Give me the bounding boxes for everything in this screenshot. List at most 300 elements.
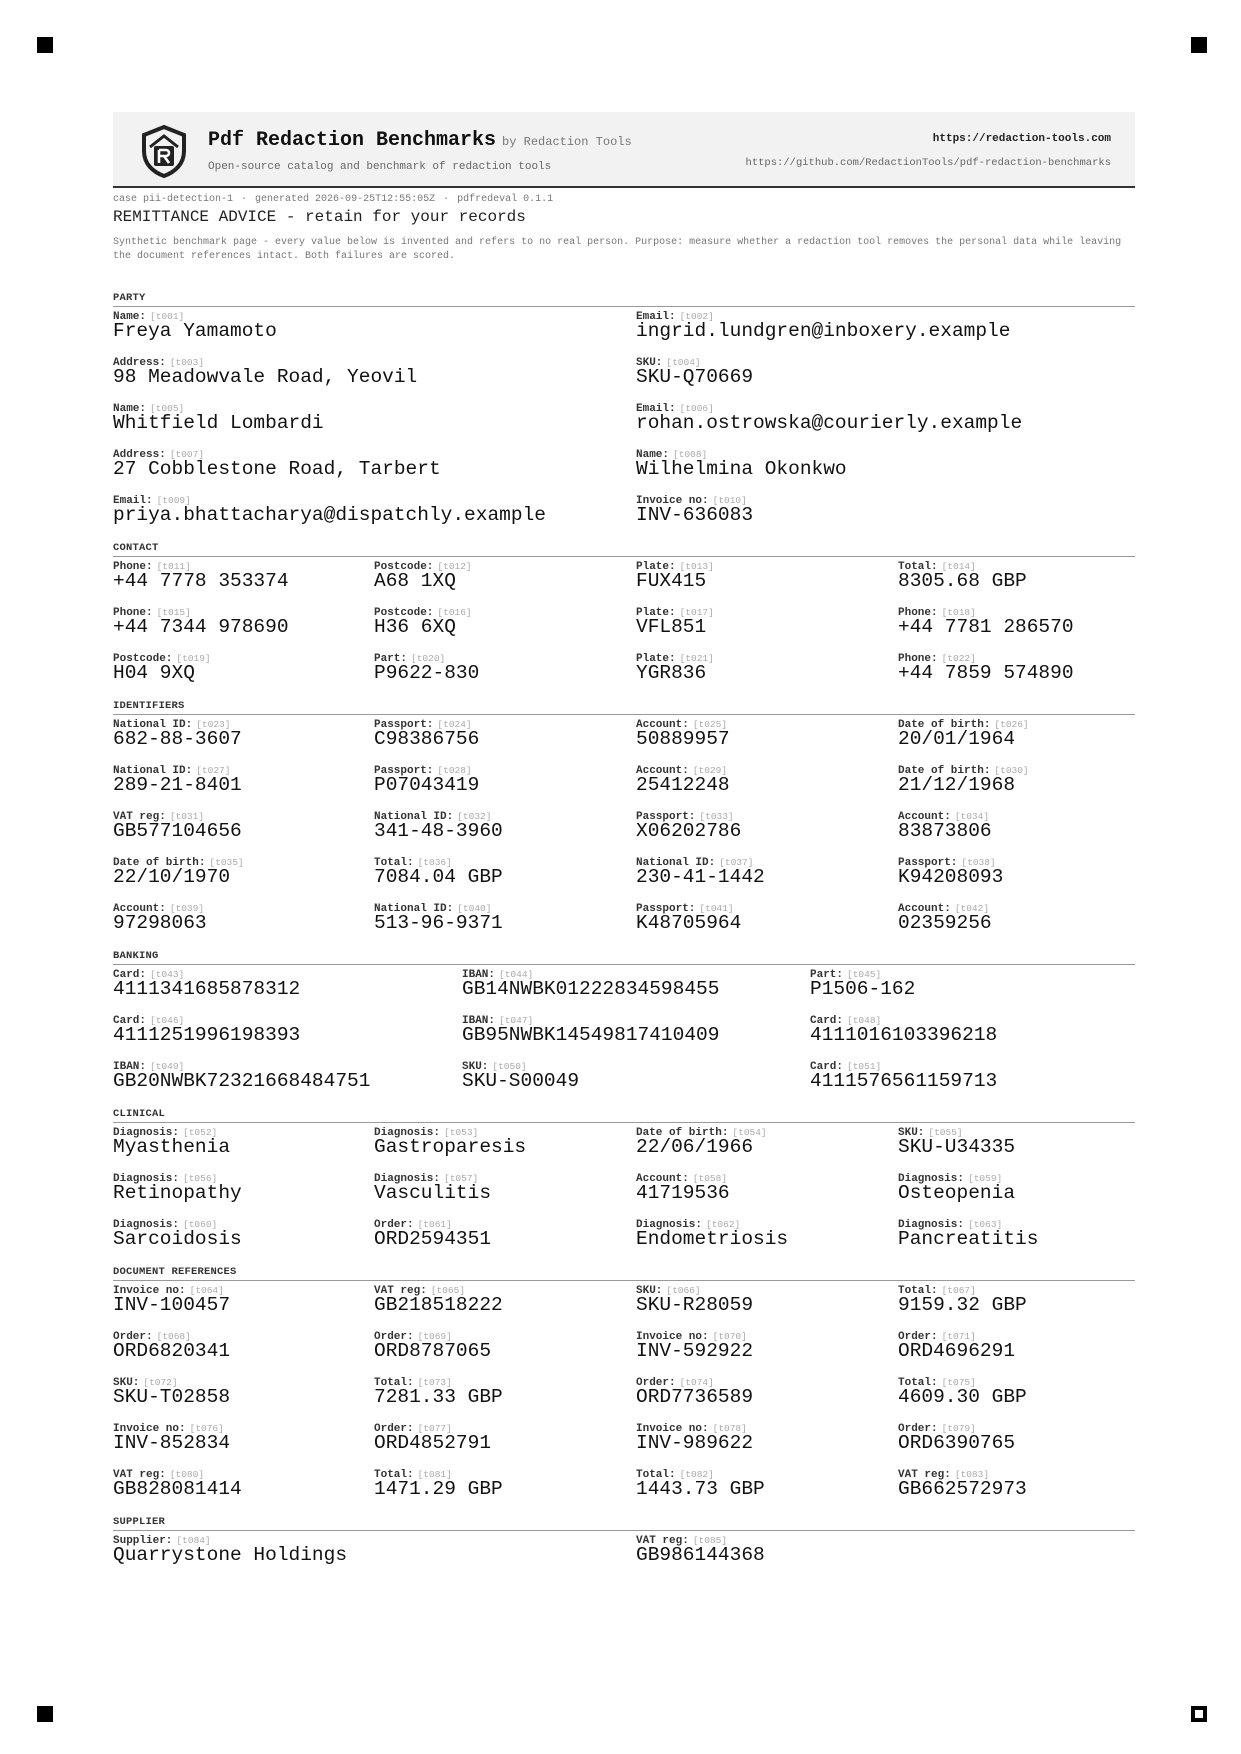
field-label: Diagnosis: — [113, 1219, 180, 1231]
field-label: Card: — [113, 1015, 147, 1027]
field-label: Diagnosis: — [636, 1219, 703, 1231]
field — [113, 965, 462, 1011]
field-tag: [t072] — [143, 1377, 178, 1388]
field-value: 7281.33 GBP — [374, 1386, 503, 1408]
field-tag: [t027] — [196, 765, 231, 776]
field-value: GB14NWBK01222834598455 — [462, 978, 720, 1000]
field-label: Passport: — [374, 719, 434, 731]
field-tag: [t008] — [673, 449, 708, 460]
field-label: National ID: — [113, 719, 193, 731]
brand-title — [208, 129, 632, 152]
section-title: BANKING — [113, 950, 1135, 965]
field-tag: [t060] — [183, 1219, 218, 1230]
field-tag: [t069] — [417, 1331, 452, 1342]
field-tag: [t059] — [968, 1173, 1003, 1184]
field-label: Account: — [113, 903, 166, 915]
field-value: C98386756 — [374, 728, 480, 750]
field-sections — [113, 292, 1135, 1577]
field-tag: [t042] — [954, 903, 990, 914]
field — [374, 557, 636, 603]
field-label: Passport: — [374, 765, 434, 777]
field-tag: [t022] — [941, 653, 976, 664]
field-value: 4111016103396218 — [810, 1024, 998, 1046]
field — [636, 399, 1135, 445]
field-tag: [t033] — [699, 811, 734, 822]
field-value: INV-989622 — [636, 1432, 754, 1454]
field-label: Order: — [374, 1219, 414, 1231]
field-tag: [t006] — [679, 403, 714, 414]
field-tag: [t056] — [183, 1173, 218, 1184]
field-label: Diagnosis: — [374, 1173, 441, 1185]
field-tag: [t076] — [189, 1423, 224, 1434]
field-label: Diagnosis: — [113, 1173, 180, 1185]
registration-mark-bottom-left — [37, 1706, 53, 1722]
field-label: Date of birth: — [636, 1127, 729, 1139]
field — [898, 1123, 1135, 1169]
field-tag: [t070] — [712, 1331, 747, 1342]
field-tag: [t023] — [196, 719, 231, 730]
field-value: 98 Meadowvale Road, Yeovil — [113, 366, 418, 388]
field — [113, 715, 374, 761]
field-value: ingrid.lundgren@inboxery.example — [636, 320, 1011, 342]
field — [636, 1419, 898, 1465]
field-grid — [113, 965, 1135, 1103]
field — [810, 1011, 1135, 1057]
field-tag: [t019] — [176, 653, 211, 664]
field-tag: [t046] — [150, 1015, 185, 1026]
field — [810, 965, 1135, 1011]
field-value: Endometriosis — [636, 1228, 789, 1250]
field-tag: [t020] — [411, 653, 446, 664]
field-grid — [113, 1281, 1135, 1511]
field-tag: [t065] — [430, 1285, 466, 1296]
field-value: 02359256 — [898, 912, 992, 934]
field-value: 22/10/1970 — [113, 866, 231, 888]
field-value: P9622-830 — [374, 662, 480, 684]
field-tag: [t053] — [444, 1127, 479, 1138]
field-tag: [t001] — [150, 311, 185, 322]
field-value: 4609.30 GBP — [898, 1386, 1027, 1408]
field — [374, 1373, 636, 1419]
field-tag: [t073] — [417, 1377, 452, 1388]
field-tag: [t074] — [679, 1377, 714, 1388]
section-title: IDENTIFIERS — [113, 700, 1135, 715]
field-tag: [t010] — [712, 495, 747, 506]
field-tag: [t024] — [437, 719, 472, 730]
field — [462, 965, 810, 1011]
field — [113, 807, 374, 853]
field — [898, 603, 1135, 649]
field-label: Order: — [898, 1331, 938, 1343]
section-supplier — [113, 1516, 1135, 1577]
field-label: Order: — [374, 1331, 414, 1343]
field-label: Order: — [898, 1423, 938, 1435]
field-label: SKU: — [636, 357, 663, 369]
field — [113, 1327, 374, 1373]
field — [636, 353, 1135, 399]
field-value: Freya Yamamoto — [113, 320, 277, 342]
field-label: Diagnosis: — [898, 1173, 965, 1185]
field-label: Card: — [810, 1061, 844, 1073]
section-title: DOCUMENT REFERENCES — [113, 1266, 1135, 1281]
field-value: INV-852834 — [113, 1432, 231, 1454]
field-label: SKU: — [462, 1061, 489, 1073]
field — [898, 1465, 1135, 1511]
field-value: 289-21-8401 — [113, 774, 242, 796]
field-value: VFL851 — [636, 616, 707, 638]
field-label: National ID: — [113, 765, 193, 777]
field-label: SKU: — [113, 1377, 140, 1389]
field-tag: [t032] — [457, 811, 492, 822]
field-label: Total: — [374, 1469, 414, 1481]
field-label: Total: — [898, 561, 938, 573]
field — [636, 1281, 898, 1327]
field-tag: [t054] — [732, 1127, 767, 1138]
field — [636, 899, 898, 945]
field-value: Pancreatitis — [898, 1228, 1039, 1250]
field-tag: [t081] — [417, 1469, 452, 1480]
field — [636, 491, 1135, 537]
field-label: Card: — [810, 1015, 844, 1027]
field-label: Account: — [636, 765, 689, 777]
field-tag: [t043] — [150, 969, 185, 980]
case-id: case pii-detection-1 — [113, 194, 234, 205]
field — [636, 557, 898, 603]
field-label: Postcode: — [374, 561, 434, 573]
meta-separator: · — [443, 194, 450, 205]
field-value: X06202786 — [636, 820, 742, 842]
field-label: Supplier: — [113, 1535, 173, 1547]
field-value: +44 7859 574890 — [898, 662, 1074, 684]
field — [636, 445, 1135, 491]
document-page — [113, 112, 1135, 1577]
section-party — [113, 292, 1135, 537]
field-value: 9159.32 GBP — [898, 1294, 1027, 1316]
field-value: Quarrystone Holdings — [113, 1544, 348, 1566]
field-label: Date of birth: — [898, 719, 991, 731]
field-value: 97298063 — [113, 912, 207, 934]
field-label: Total: — [636, 1469, 676, 1481]
field-value: +44 7344 978690 — [113, 616, 289, 638]
repository-link[interactable]: https://github.com/RedactionTools/pdf-redaction-benchmarks — [745, 157, 1111, 169]
field-tag: [t051] — [847, 1061, 882, 1072]
field-tag: [t067] — [941, 1285, 976, 1296]
field — [636, 1531, 1135, 1577]
shield-logo-icon — [139, 124, 189, 178]
field-label: Part: — [810, 969, 844, 981]
field-label: Address: — [113, 357, 166, 369]
field-label: Order: — [113, 1331, 153, 1343]
field-label: Date of birth: — [898, 765, 991, 777]
field-value: Osteopenia — [898, 1182, 1016, 1204]
field-value: 50889957 — [636, 728, 730, 750]
field — [636, 1465, 898, 1511]
field-tag: [t085] — [692, 1535, 728, 1546]
field-label: Passport: — [636, 903, 696, 915]
field — [374, 1169, 636, 1215]
field-label: Phone: — [898, 607, 938, 619]
field-value: GB986144368 — [636, 1544, 765, 1566]
field-tag: [t017] — [679, 607, 714, 618]
field — [113, 491, 636, 537]
field-value: ORD6390765 — [898, 1432, 1016, 1454]
field — [374, 1215, 636, 1261]
field — [898, 807, 1135, 853]
field-tag: [t036] — [417, 857, 452, 868]
field-tag: [t028] — [437, 765, 472, 776]
field-label: SKU: — [636, 1285, 663, 1297]
field — [636, 307, 1135, 353]
field-value: H04 9XQ — [113, 662, 195, 684]
field-tag: [t040] — [457, 903, 492, 914]
field-tag: [t030] — [994, 765, 1029, 776]
field-label: Plate: — [636, 653, 676, 665]
field — [113, 1281, 374, 1327]
field-tag: [t004] — [666, 357, 701, 368]
field-tag: [t025] — [692, 719, 728, 730]
field-value: YGR836 — [636, 662, 707, 684]
field-value: Vasculitis — [374, 1182, 492, 1204]
field-value: ORD6820341 — [113, 1340, 231, 1362]
field-value: Gastroparesis — [374, 1136, 527, 1158]
field-value: GB218518222 — [374, 1294, 503, 1316]
field-tag: [t014] — [941, 561, 976, 572]
field-label: IBAN: — [462, 1015, 496, 1027]
generated-timestamp: generated 2026-09-25T12:55:05Z — [255, 194, 436, 205]
field — [636, 649, 898, 695]
section-clinical — [113, 1108, 1135, 1261]
field-label: Account: — [898, 903, 951, 915]
field-value: Sarcoidosis — [113, 1228, 242, 1250]
field — [113, 603, 374, 649]
section-title: SUPPLIER — [113, 1516, 1135, 1531]
field — [113, 1169, 374, 1215]
field-label: Invoice no: — [636, 495, 709, 507]
field-label: Account: — [636, 1173, 689, 1185]
field-tag: [t047] — [499, 1015, 534, 1026]
field-label: VAT reg: — [113, 1469, 166, 1481]
field-tag: [t016] — [437, 607, 472, 618]
field-tag: [t068] — [156, 1331, 191, 1342]
field-value: 513-96-9371 — [374, 912, 503, 934]
field-value: SKU-R28059 — [636, 1294, 754, 1316]
field-label: Passport: — [898, 857, 958, 869]
field-tag: [t031] — [169, 811, 205, 822]
field — [374, 1281, 636, 1327]
field — [113, 649, 374, 695]
section-identifiers — [113, 700, 1135, 945]
field-value: Wilhelmina Okonkwo — [636, 458, 847, 480]
field — [113, 1373, 374, 1419]
field — [898, 899, 1135, 945]
field-tag: [t037] — [719, 857, 754, 868]
field-label: Invoice no: — [636, 1423, 709, 1435]
field-value: ORD7736589 — [636, 1386, 754, 1408]
field-value: Retinopathy — [113, 1182, 242, 1204]
field — [898, 715, 1135, 761]
field-label: Address: — [113, 449, 166, 461]
field-label: Email: — [113, 495, 153, 507]
field — [113, 899, 374, 945]
field — [898, 761, 1135, 807]
field-tag: [t013] — [679, 561, 714, 572]
field-value: K48705964 — [636, 912, 742, 934]
field-value: GB662572973 — [898, 1478, 1027, 1500]
field-label: Email: — [636, 403, 676, 415]
field-label: Diagnosis: — [898, 1219, 965, 1231]
field-tag: [t052] — [183, 1127, 218, 1138]
field-tag: [t084] — [176, 1535, 211, 1546]
field-value: +44 7778 353374 — [113, 570, 289, 592]
field-label: Postcode: — [374, 607, 434, 619]
field — [113, 1011, 462, 1057]
field-value: 4111251996198393 — [113, 1024, 301, 1046]
field-value: 341-48-3960 — [374, 820, 503, 842]
field-label: Total: — [374, 1377, 414, 1389]
section-title: PARTY — [113, 292, 1135, 307]
section-document-references — [113, 1266, 1135, 1511]
field-value: 41719536 — [636, 1182, 730, 1204]
field-value: ORD4852791 — [374, 1432, 492, 1454]
field — [374, 603, 636, 649]
brand-subtitle: Open-source catalog and benchmark of redaction tools — [208, 161, 552, 173]
field-label: Account: — [898, 811, 951, 823]
field-label: Diagnosis: — [374, 1127, 441, 1139]
registration-mark-bottom-right — [1191, 1706, 1207, 1722]
field — [374, 807, 636, 853]
field-value: INV-592922 — [636, 1340, 754, 1362]
field-grid — [113, 715, 1135, 945]
field-label: Part: — [374, 653, 408, 665]
field-tag: [t045] — [847, 969, 882, 980]
field — [810, 1057, 1135, 1103]
field — [636, 807, 898, 853]
field — [374, 899, 636, 945]
field-tag: [t035] — [209, 857, 244, 868]
field-value: K94208093 — [898, 866, 1004, 888]
field — [374, 1419, 636, 1465]
field-label: Total: — [898, 1377, 938, 1389]
field-value: GB20NWBK72321668484751 — [113, 1070, 371, 1092]
field-label: Plate: — [636, 561, 676, 573]
field-grid — [113, 1531, 1135, 1577]
field-value: 25412248 — [636, 774, 730, 796]
field-value: 27 Cobblestone Road, Tarbert — [113, 458, 441, 480]
document-meta — [113, 194, 1135, 207]
field-tag: [t077] — [417, 1423, 452, 1434]
field-value: SKU-S00049 — [462, 1070, 580, 1092]
field-value: SKU-U34335 — [898, 1136, 1016, 1158]
field-tag: [t029] — [692, 765, 728, 776]
field-label: Name: — [113, 403, 147, 415]
field-tag: [t026] — [994, 719, 1029, 730]
field-tag: [t079] — [941, 1423, 976, 1434]
section-banking — [113, 950, 1135, 1103]
field — [374, 853, 636, 899]
field — [113, 307, 636, 353]
field-label: Card: — [113, 969, 147, 981]
field — [898, 1215, 1135, 1261]
field-value: 21/12/1968 — [898, 774, 1016, 796]
field-label: SKU: — [898, 1127, 925, 1139]
field-value: ORD4696291 — [898, 1340, 1016, 1362]
field-tag: [t078] — [712, 1423, 747, 1434]
section-title: CLINICAL — [113, 1108, 1135, 1123]
field — [636, 1169, 898, 1215]
field — [374, 1123, 636, 1169]
field-label: Postcode: — [113, 653, 173, 665]
field-label: Phone: — [113, 607, 153, 619]
field-value: 1471.29 GBP — [374, 1478, 503, 1500]
field-value: 1443.73 GBP — [636, 1478, 765, 1500]
field-tag: [t002] — [679, 311, 714, 322]
field-label: Plate: — [636, 607, 676, 619]
field-label: Date of birth: — [113, 857, 206, 869]
field-value: SKU-Q70669 — [636, 366, 754, 388]
field-value: INV-100457 — [113, 1294, 231, 1316]
registration-mark-top-left — [37, 37, 53, 53]
field-label: Phone: — [898, 653, 938, 665]
field-grid — [113, 1123, 1135, 1261]
field — [898, 1327, 1135, 1373]
field — [462, 1011, 810, 1057]
field-tag: [t080] — [169, 1469, 205, 1480]
field-value: rohan.ostrowska@courierly.example — [636, 412, 1023, 434]
field-tag: [t071] — [941, 1331, 976, 1342]
field — [898, 1419, 1135, 1465]
section-contact — [113, 542, 1135, 695]
field-tag: [t003] — [169, 357, 205, 368]
field-value: priya.bhattacharya@dispatchly.example — [113, 504, 546, 526]
field-label: VAT reg: — [113, 811, 166, 823]
field-label: IBAN: — [113, 1061, 147, 1073]
field — [636, 761, 898, 807]
registration-mark-top-right — [1191, 37, 1207, 53]
field — [374, 1327, 636, 1373]
field-label: VAT reg: — [374, 1285, 427, 1297]
field-tag: [t083] — [954, 1469, 990, 1480]
field-label: Invoice no: — [113, 1423, 186, 1435]
page-header — [113, 112, 1135, 188]
field-tag: [t034] — [954, 811, 990, 822]
field-value: 682-88-3607 — [113, 728, 242, 750]
field-tag: [t062] — [706, 1219, 741, 1230]
field — [113, 353, 636, 399]
field-tag: [t049] — [150, 1061, 185, 1072]
field — [636, 1215, 898, 1261]
website-link[interactable]: https://redaction-tools.com — [932, 133, 1111, 145]
field-value: INV-636083 — [636, 504, 754, 526]
brand-name: Pdf Redaction Benchmarks — [208, 129, 497, 152]
field-label: Order: — [374, 1423, 414, 1435]
field-label: National ID: — [374, 903, 454, 915]
field — [113, 557, 374, 603]
field-grid — [113, 557, 1135, 695]
field-tag: [t061] — [417, 1219, 452, 1230]
field-tag: [t012] — [437, 561, 472, 572]
field-tag: [t066] — [666, 1285, 701, 1296]
field — [636, 853, 898, 899]
field-tag: [t064] — [189, 1285, 224, 1296]
field-value: Myasthenia — [113, 1136, 231, 1158]
disclaimer-text: Synthetic benchmark page - every value below is invented and refers to no real person. Purpose: measure whether a redaction tool removes the personal data while leaving the document references intact. Both failures are scored. — [113, 237, 1122, 262]
field-value: P07043419 — [374, 774, 480, 796]
field-value: GB577104656 — [113, 820, 242, 842]
field-tag: [t009] — [156, 495, 191, 506]
field — [113, 1465, 374, 1511]
field-value: 20/01/1964 — [898, 728, 1016, 750]
field-label: VAT reg: — [636, 1535, 689, 1547]
